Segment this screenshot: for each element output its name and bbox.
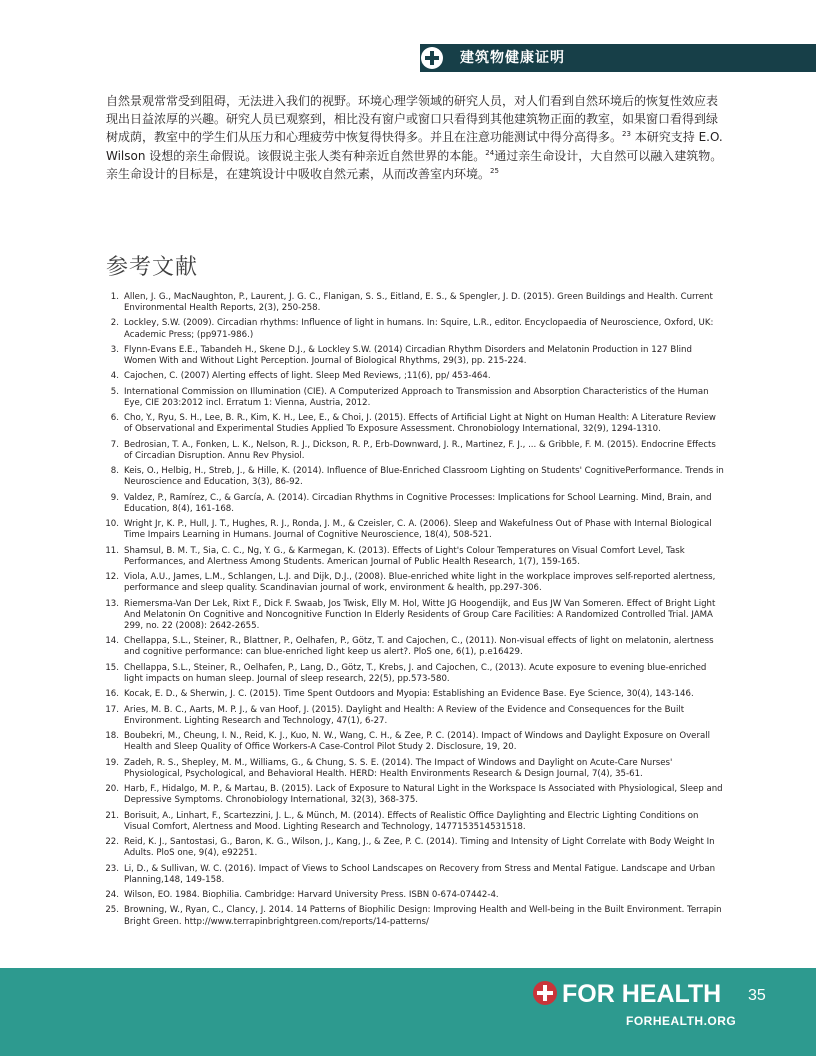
reference-text: Li, D., & Sullivan, W. C. (2016). Impact of Views to School Landscapes on Recovery from Stress and Mental Fatigue. Landscape and Urban Planning,148, 149-158. [124,863,716,885]
reference-number: 10. [105,519,119,530]
references-heading: 参考文献 [106,255,199,280]
reference-item [104,572,724,594]
reference-item [104,345,724,367]
reference-text: Lockley, S.W. (2009). Circadian rhythms: Influence of light in humans. In: Squire, L.R., editor. Encyclopaedia of Neuroscience, Oxford, UK: Academic Press; (pp971-986.) [124,318,714,340]
footer-brand: FOR HEALTH [562,980,722,1008]
reference-number: 11. [105,545,119,556]
reference-number: 2. [110,318,119,329]
reference-number: 20. [105,784,119,795]
reference-number: 18. [105,731,119,742]
reference-text: Allen, J. G., MacNaughton, P., Laurent, J. G. C., Flanigan, S. S., Eitland, E. S., & Spengler, J. D. (2015). Green Buildings and Health. Current Environmental Health Reports, 2(3), 250-258. [124,292,713,314]
reference-item [104,705,724,727]
reference-text: International Commission on Illumination (CIE). A Computerized Approach to Transmission and Absorption Characteristics of the Human Eye, CIE 203:2012 incl. Erratum 1: Vienna, Austria, 2012. [124,386,709,408]
intro-text-1: 自然景观常常受到阻碍，无法进入我们的视野。环境心理学领域的研究人员，对人们看到自然环境后的恢复性效应表现出日益浓厚的兴趣。研究人员已观察到，相比没有窗户或窗口只看得到其他建筑物正面的教室，如果窗口看得到绿树成荫，教室中的学生们从压力和心理疲劳中恢复得快得多。并且在注意功能测试中得分高得多。 [106,94,719,145]
footnote-ref-23: 23 [622,130,631,139]
reference-number: 8. [110,466,119,477]
reference-item [104,546,724,568]
reference-text: Boubekri, M., Cheung, I. N., Reid, K. J., Kuo, N. W., Wang, C. H., & Zee, P. C. (2014). Impact of Windows and Daylight Exposure on Overall Health and Sleep Quality of Office Workers-A Case-Control Pilot Study 2. Disclosure, 19, 20. [124,731,711,753]
reference-number: 7. [110,439,119,450]
reference-number: 17. [105,704,119,715]
reference-item [104,864,724,886]
reference-item [104,599,724,632]
reference-number: 24. [105,890,119,901]
plus-logo-icon [421,47,443,69]
reference-item [104,689,724,700]
reference-item [104,413,724,435]
reference-number: 16. [105,689,119,700]
reference-text: Harb, F., Hidalgo, M. P., & Martau, B. (2015). Lack of Exposure to Natural Light in the Workspace Is Associated with Physiological, Sleep and Depressive Symptoms. Chronobiology International, 32(3), 368-375. [124,784,723,806]
reference-item [104,784,724,806]
reference-text: Wilson, EO. 1984. Biophilia. Cambridge: Harvard University Press. ISBN 0-674-07442-4. [124,890,499,901]
reference-text: Riemersma-Van Der Lek, Rixt F., Dick F. Swaab, Jos Twisk, Elly M. Hol, Witte JG Hoogendijk, and Eus JW Van Someren. Effect of Bright Light And Melatonin On Cognitive and Noncognitive Function In Elderly Residents of Group Care Facilities: A Randomized Controlled Trial. JAMA 299, no. 22 (2008): 2642-2655. [124,598,716,631]
reference-text: Bedrosian, T. A., Fonken, L. K., Nelson, R. J., Dickson, R. P., Erb-Downward, J. R., Martinez, F. J., ... & Gribble, F. M. (2015). Endocrine Effects of Circadian Disruption. Annu Rev Physiol. [124,439,716,461]
reference-number: 15. [105,662,119,673]
reference-text: Keis, O., Helbig, H., Streb, J., & Hille, K. (2014). Influence of Blue-Enriched Classroom Lighting on Students' CognitivePerformance. Trends in Neuroscience and Education, 3(3), 86-92. [124,466,724,488]
plus-cross-logo-icon [533,981,557,1005]
reference-item [104,905,724,927]
reference-item [104,318,724,340]
reference-item [104,387,724,409]
footer-url[interactable]: FORHEALTH.ORG [626,1014,737,1028]
reference-item [104,371,724,382]
reference-text: Reid, K. J., Santostasi, G., Baron, K. G., Wilson, J., Kang, J., & Zee, P. C. (2014). Timing and Intensity of Light Correlate with Body Weight In Adults. PloS one, 9(4), e92251. [124,837,715,859]
reference-number: 14. [105,636,119,647]
reference-text: Browning, W., Ryan, C., Clancy, J. 2014. 14 Patterns of Biophilic Design: Improving Health and Well-being in the Built Environment. Terrapin Bright Green. http://www.terrapinbrightgreen.com/reports/14-patterns/ [124,905,722,927]
reference-number: 25. [105,905,119,916]
reference-number: 4. [110,371,119,382]
reference-number: 19. [105,757,119,768]
reference-number: 13. [105,598,119,609]
reference-text: Wright Jr, K. P., Hull, J. T., Hughes, R. J., Ronda, J. M., & Czeisler, C. A. (2006). Sleep and Wakefulness Out of Phase with Internal Biological Time Impairs Learning in Humans. Journal of Cognitive Neuroscience, 18(4), 508-521. [124,519,712,541]
reference-number: 22. [105,837,119,848]
reference-text: Viola, A.U., James, L.M., Schlangen, L.J. and Dijk, D.J., (2008). Blue-enriched white light in the workplace improves self-reported alertness, performance and sleep quality. Scandinavian journal of work, environment & health, pp.297-306. [124,572,716,594]
page-number: 35 [748,987,766,1004]
reference-number: 6. [110,413,119,424]
references-list [104,292,724,932]
reference-text: Kocak, E. D., & Sherwin, J. C. (2015). Time Spent Outdoors and Myopia: Establishing an Evidence Base. Eye Science, 30(4), 143-146. [124,689,694,700]
footnote-ref-24: 24 [485,148,495,157]
reference-item [104,466,724,488]
reference-item [104,758,724,780]
reference-text: Aries, M. B. C., Aarts, M. P. J., & van Hoof, J. (2015). Daylight and Health: A Review of the Evidence and Consequences for the Built Environment. Lighting Research and Technology, 47(1), 6-27. [124,704,685,726]
section-title: 建筑物健康证明 [460,50,565,66]
reference-text: Chellappa, S.L., Steiner, R., Blattner, P., Oelhafen, P., Götz, T. and Cajochen, C., (2011). Non-visual effects of light on melatonin, alertness and cognitive performance: can blue-enriched light keep us alert?. PloS one, 6(1), p.e16429. [124,636,714,658]
reference-text: Shamsul, B. M. T., Sia, C. C., Ng, Y. G., & Karmegan, K. (2013). Effects of Light's Colour Temperatures on Visual Comfort Level, Task Performances, and Alertness Among Students. American Journal of Public Health Research, 1(7), 159-165. [124,545,685,567]
reference-text: Borisuit, A., Linhart, F., Scartezzini, J. L., & Münch, M. (2014). Effects of Realistic Office Daylighting and Electric Lighting Conditions on Visual Comfort, Alertness and Mood. Lighting Research and Technology, 1477153514531518. [124,810,699,832]
reference-text: Cajochen, C. (2007) Alerting effects of light. Sleep Med Reviews, ;11(6), pp/ 453-464. [124,371,491,382]
reference-text: Flynn-Evans E.E., Tabandeh H., Skene D.J., & Lockley S.W. (2014) Circadian Rhythm Disorders and Melatonin Production in 127 Blind Women With and Without Light Perception. Journal of Biological Rhythms, 29(3), pp. 215-224. [124,344,692,367]
reference-item [104,519,724,541]
reference-text: Chellappa, S.L., Steiner, R., Oelhafen, P., Lang, D., Götz, T., Krebs, J. and Cajochen, C., (2013). Acute exposure to evening blue-enriched light impacts on human sleep. Journal of sleep research, 22(5), pp.573-580. [124,662,707,684]
reference-item [104,440,724,462]
reference-item [104,731,724,753]
reference-item [104,811,724,833]
intro-paragraph [106,92,724,183]
intro-text-3: 通过亲生命设计，大自然可以融入建筑物。亲生命设计的目标是，在建筑设计中吸收自然元素，从而改善室内环境。 [106,148,723,181]
reference-number: 12. [105,572,119,583]
reference-number: 1. [110,292,119,302]
reference-item [104,837,724,859]
reference-number: 21. [105,810,119,821]
reference-text: Valdez, P., Ramírez, C., & García, A. (2014). Circadian Rhythms in Cognitive Processes: Implications for School Learning. Mind, Brain, and Education, 8(4), 161-168. [124,492,712,514]
reference-item [104,636,724,658]
reference-number: 9. [110,492,119,503]
reference-item [104,890,724,901]
reference-item [104,292,724,314]
reference-number: 23. [105,863,119,874]
intro-text-2: 本研究支持 E.O. Wilson 设想的亲生命假说。该假说主张人类有种亲近自然世界的本能。 [106,130,723,163]
reference-text: Zadeh, R. S., Shepley, M. M., Williams, G., & Chung, S. S. E. (2014). The Impact of Windows and Daylight on Acute-Care Nurses' Physiological, Psychological, and Behavioral Health. HERD: Health Environments Research & Design Journal, 7(4), 35-61. [124,757,673,779]
footnote-ref-25: 25 [490,166,499,175]
reference-number: 3. [110,344,119,355]
reference-number: 5. [110,386,119,397]
reference-text: Cho, Y., Ryu, S. H., Lee, B. R., Kim, K. H., Lee, E., & Choi, J. (2015). Effects of Artificial Light at Night on Human Health: A Literature Review of Observational and Experimental Studies Applied To Exposure Assessment. Chronobiology International, 32(9), 1294-1310. [124,413,716,435]
reference-item [104,493,724,515]
reference-item [104,663,724,685]
